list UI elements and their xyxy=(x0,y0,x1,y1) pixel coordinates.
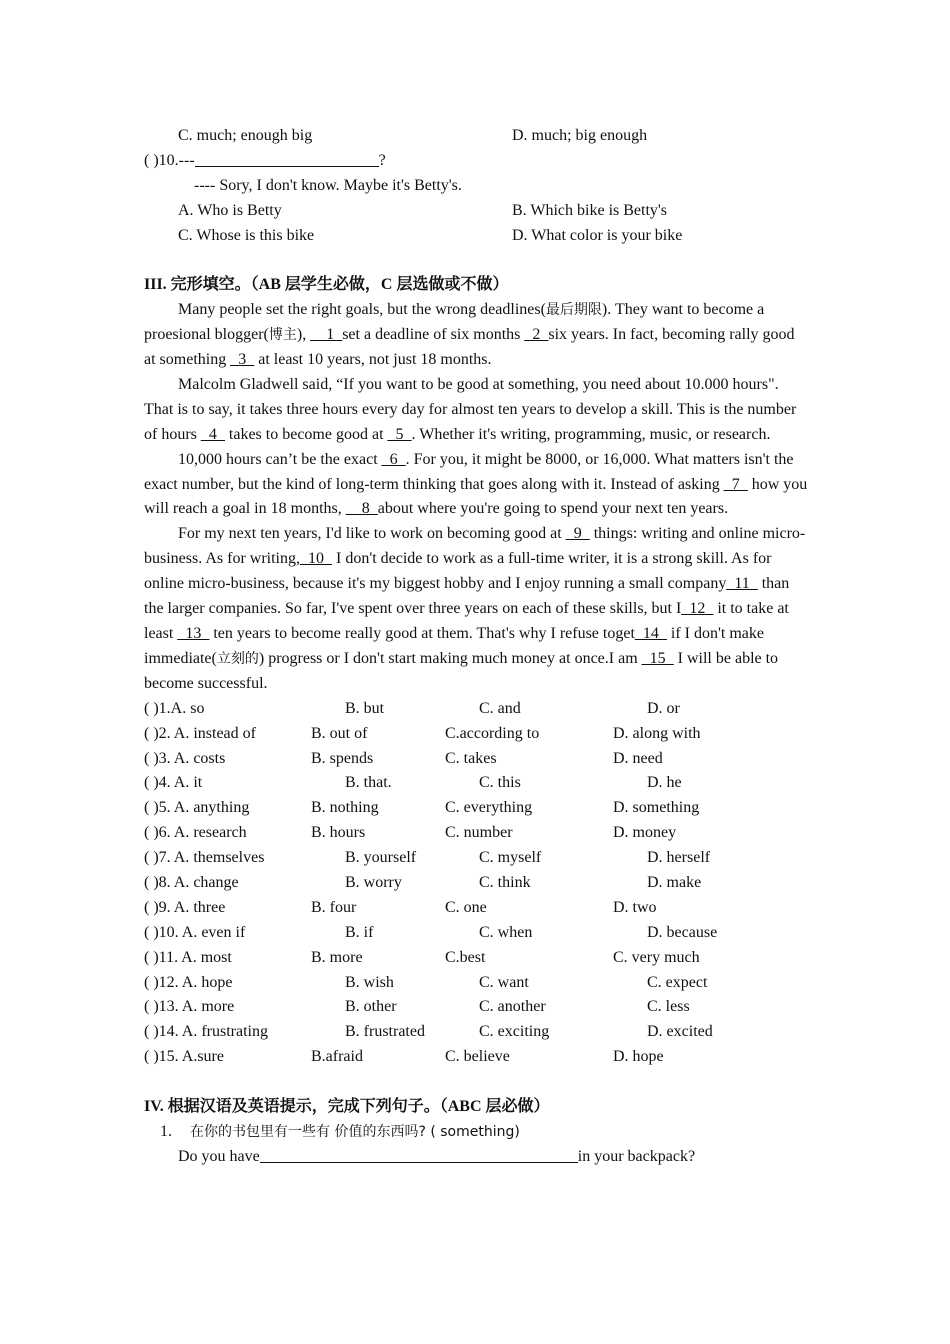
question-option-d: D. hope xyxy=(613,1048,664,1066)
option-row xyxy=(144,124,808,149)
question-option-c: C. want xyxy=(479,973,529,991)
question-option-c: C. exciting xyxy=(479,1023,550,1041)
question-option-b: B. nothing xyxy=(311,799,379,817)
question-row xyxy=(144,971,808,996)
question-option-a: ( )3. A. costs xyxy=(144,749,226,767)
question-option-c: C. this xyxy=(479,774,521,792)
question-option-b: B.afraid xyxy=(311,1048,363,1066)
question-option-b: B. other xyxy=(345,998,397,1016)
item-number: 1. xyxy=(160,1122,172,1140)
question-option-c: C. believe xyxy=(445,1048,510,1066)
blank-13[interactable]: _13_ xyxy=(177,625,210,643)
blank-1[interactable]: __1_ xyxy=(310,326,343,344)
blank-15[interactable]: _15_ xyxy=(641,649,674,667)
question-option-c: C.according to xyxy=(445,724,540,742)
blank-3[interactable]: _3_ xyxy=(230,351,255,369)
answer-blank[interactable] xyxy=(260,1146,578,1163)
dialogue-response: ---- Sory, I don't know. Maybe it's Betty's. xyxy=(194,176,462,194)
question-option-c: C. one xyxy=(445,898,487,916)
paragraph-1: Many people set the right goals, but the wrong deadlines(最后期限). They want to become a proesional blogger(博主), __1_set a deadline of six months _2_six years. In fact, becoming rally good at something _3_ at least 10 years, not just 18 months. xyxy=(144,301,795,369)
option-c: C. much; enough big xyxy=(178,127,313,144)
cloze-questions xyxy=(144,697,808,1070)
paragraph-2: Malcolm Gladwell said, “If you want to be good at something, you need about 10.000 hours". That is to say, it takes three hours every day for almost ten years to develop a skill. This is the number of hours _4_ takes to become good at _5_. Whether it's writing, programming, music, or research. xyxy=(144,375,797,443)
question-option-b: B. out of xyxy=(311,724,368,742)
question-row xyxy=(144,995,808,1020)
blank-7[interactable]: _7_ xyxy=(723,475,748,493)
question-option-d: D. herself xyxy=(647,849,711,867)
question-row xyxy=(144,1045,808,1070)
question-option-c: C. myself xyxy=(479,849,542,867)
option-d: D. What color is your bike xyxy=(512,226,683,244)
paragraph-4: For my next ten years, I'd like to work on becoming good at _9_ things: writing and online micro-business. As for writing,_10_ I don't decide to work as a full-time writer, it is a strong skill. As for online micro-business, because it's my biggest hobby and I enjoy running a small company_11_ than the larger companies. So far, I've spent over three years on each of these skills, but I_12_ it to take at least _13_ ten years to become really good at them. That's why I refuse toget_14_ if I don't make immediate(立刻的) progress or I don't start making much money at once.I am _15_ I will be able to become successful. xyxy=(144,525,806,692)
question-option-a: ( )14. A. frustrating xyxy=(144,1023,268,1041)
question-option-b: B. hours xyxy=(311,824,366,842)
sentence-prefix: Do you have xyxy=(178,1147,260,1165)
sentence-suffix: in your backpack? xyxy=(577,1147,696,1165)
question-row xyxy=(144,946,808,971)
question-option-c: C. another xyxy=(479,998,546,1016)
question-10 xyxy=(144,149,808,174)
worksheet-page xyxy=(144,124,808,1170)
question-option-d: D. or xyxy=(647,699,680,717)
option-b: B. Which bike is Betty's xyxy=(512,201,668,219)
question-option-d: D. he xyxy=(647,774,682,792)
section-4-heading: IV. 根据汉语及英语提示，完成下列句子。（ABC 层必做） xyxy=(144,1097,550,1115)
question-option-b: B. if xyxy=(345,923,374,941)
question-row xyxy=(144,722,808,747)
translation-answer-1 xyxy=(144,1145,808,1170)
question-option-c: C. everything xyxy=(445,799,533,817)
question-option-d: D. excited xyxy=(647,1023,713,1041)
question-option-b: B. four xyxy=(311,898,357,916)
translation-item-1 xyxy=(144,1120,808,1145)
question-option-d: D. need xyxy=(613,749,663,767)
question-option-b: B. frustrated xyxy=(345,1023,425,1041)
paragraph-3: 10,000 hours can’t be the exact _6_. For you, it might be 8000, or 16,000. What matters isn't the exact number, but the kind of long-term thinking that goes along with it. Instead of asking _7_ how you will reach a goal in 18 months, __8_about where you're going to spend your next ten years. xyxy=(144,450,808,518)
question-option-a: ( )11. A. most xyxy=(144,948,232,966)
question-option-b: B. more xyxy=(311,948,363,966)
question-option-c: C. and xyxy=(479,699,521,717)
option-row xyxy=(144,199,808,224)
question-row xyxy=(144,821,808,846)
question-option-b: B. but xyxy=(345,699,385,717)
question-option-d: C. expect xyxy=(647,973,708,991)
question-option-c: C. think xyxy=(479,873,531,891)
question-option-a: ( )10. A. even if xyxy=(144,923,246,941)
question-option-c: C. takes xyxy=(445,749,497,767)
question-10-suffix: ? xyxy=(378,151,386,169)
question-option-a: ( )7. A. themselves xyxy=(144,849,265,867)
question-row xyxy=(144,871,808,896)
question-row xyxy=(144,1020,808,1045)
section-3-heading: III. 完形填空。（AB 层学生必做，C 层选做或不做） xyxy=(144,276,509,294)
blank-8[interactable]: __8_ xyxy=(345,500,378,518)
question-option-d: D. make xyxy=(647,873,702,891)
question-option-a: ( )15. A.sure xyxy=(144,1048,224,1066)
question-option-a: ( )1.A. so xyxy=(144,699,205,717)
blank-2[interactable]: _2_ xyxy=(524,326,549,344)
blank-4[interactable]: _4_ xyxy=(200,425,225,443)
question-option-d: D. because xyxy=(647,923,718,941)
question-option-d: C. less xyxy=(647,998,690,1016)
cloze-passage xyxy=(144,298,808,697)
question-row xyxy=(144,747,808,772)
question-option-b: B. worry xyxy=(345,873,402,891)
blank-14[interactable]: _14_ xyxy=(634,625,667,643)
question-option-d: D. along with xyxy=(613,724,701,742)
question-option-c: C.best xyxy=(445,948,486,966)
question-row xyxy=(144,771,808,796)
option-a: A. Who is Betty xyxy=(178,201,282,219)
blank-9[interactable]: _9_ xyxy=(565,525,590,543)
question-option-a: ( )5. A. anything xyxy=(144,799,250,817)
question-row xyxy=(144,921,808,946)
question-option-b: B. wish xyxy=(345,973,394,991)
question-option-a: ( )6. A. research xyxy=(144,824,247,842)
question-option-a: ( )4. A. it xyxy=(144,774,203,792)
question-option-d: D. money xyxy=(613,824,677,842)
question-option-b: B. that. xyxy=(345,774,392,792)
question-option-c: C. number xyxy=(445,824,513,842)
question-option-a: ( )2. A. instead of xyxy=(144,724,256,742)
question-option-a: ( )8. A. change xyxy=(144,873,239,891)
question-option-d: D. something xyxy=(613,799,700,817)
question-option-d: D. two xyxy=(613,898,657,916)
question-row xyxy=(144,896,808,921)
question-option-c: C. when xyxy=(479,923,533,941)
option-c: C. Whose is this bike xyxy=(178,226,315,244)
chinese-prompt: 在你的书包里有一些有 价值的东西吗? ( something) xyxy=(190,1123,520,1140)
question-option-d: C. very much xyxy=(613,948,700,966)
option-d: D. much; big enough xyxy=(512,127,648,144)
question-option-a: ( )9. A. three xyxy=(144,898,226,916)
blank-12[interactable]: _12_ xyxy=(681,600,714,618)
blank-5[interactable]: _5_ xyxy=(387,425,412,443)
question-option-b: B. yourself xyxy=(345,849,417,867)
question-row xyxy=(144,796,808,821)
blank-11[interactable]: _11_ xyxy=(726,575,758,593)
question-row xyxy=(144,846,808,871)
question-option-a: ( )12. A. hope xyxy=(144,973,233,991)
blank-6[interactable]: _6_ xyxy=(381,450,406,468)
option-row xyxy=(144,224,808,249)
blank-10[interactable]: _10_ xyxy=(300,550,332,568)
question-row xyxy=(144,697,808,722)
question-10-prefix: ( )10.--- xyxy=(144,151,195,169)
answer-blank[interactable] xyxy=(195,150,379,167)
question-option-b: B. spends xyxy=(311,749,374,767)
question-option-a: ( )13. A. more xyxy=(144,998,235,1016)
